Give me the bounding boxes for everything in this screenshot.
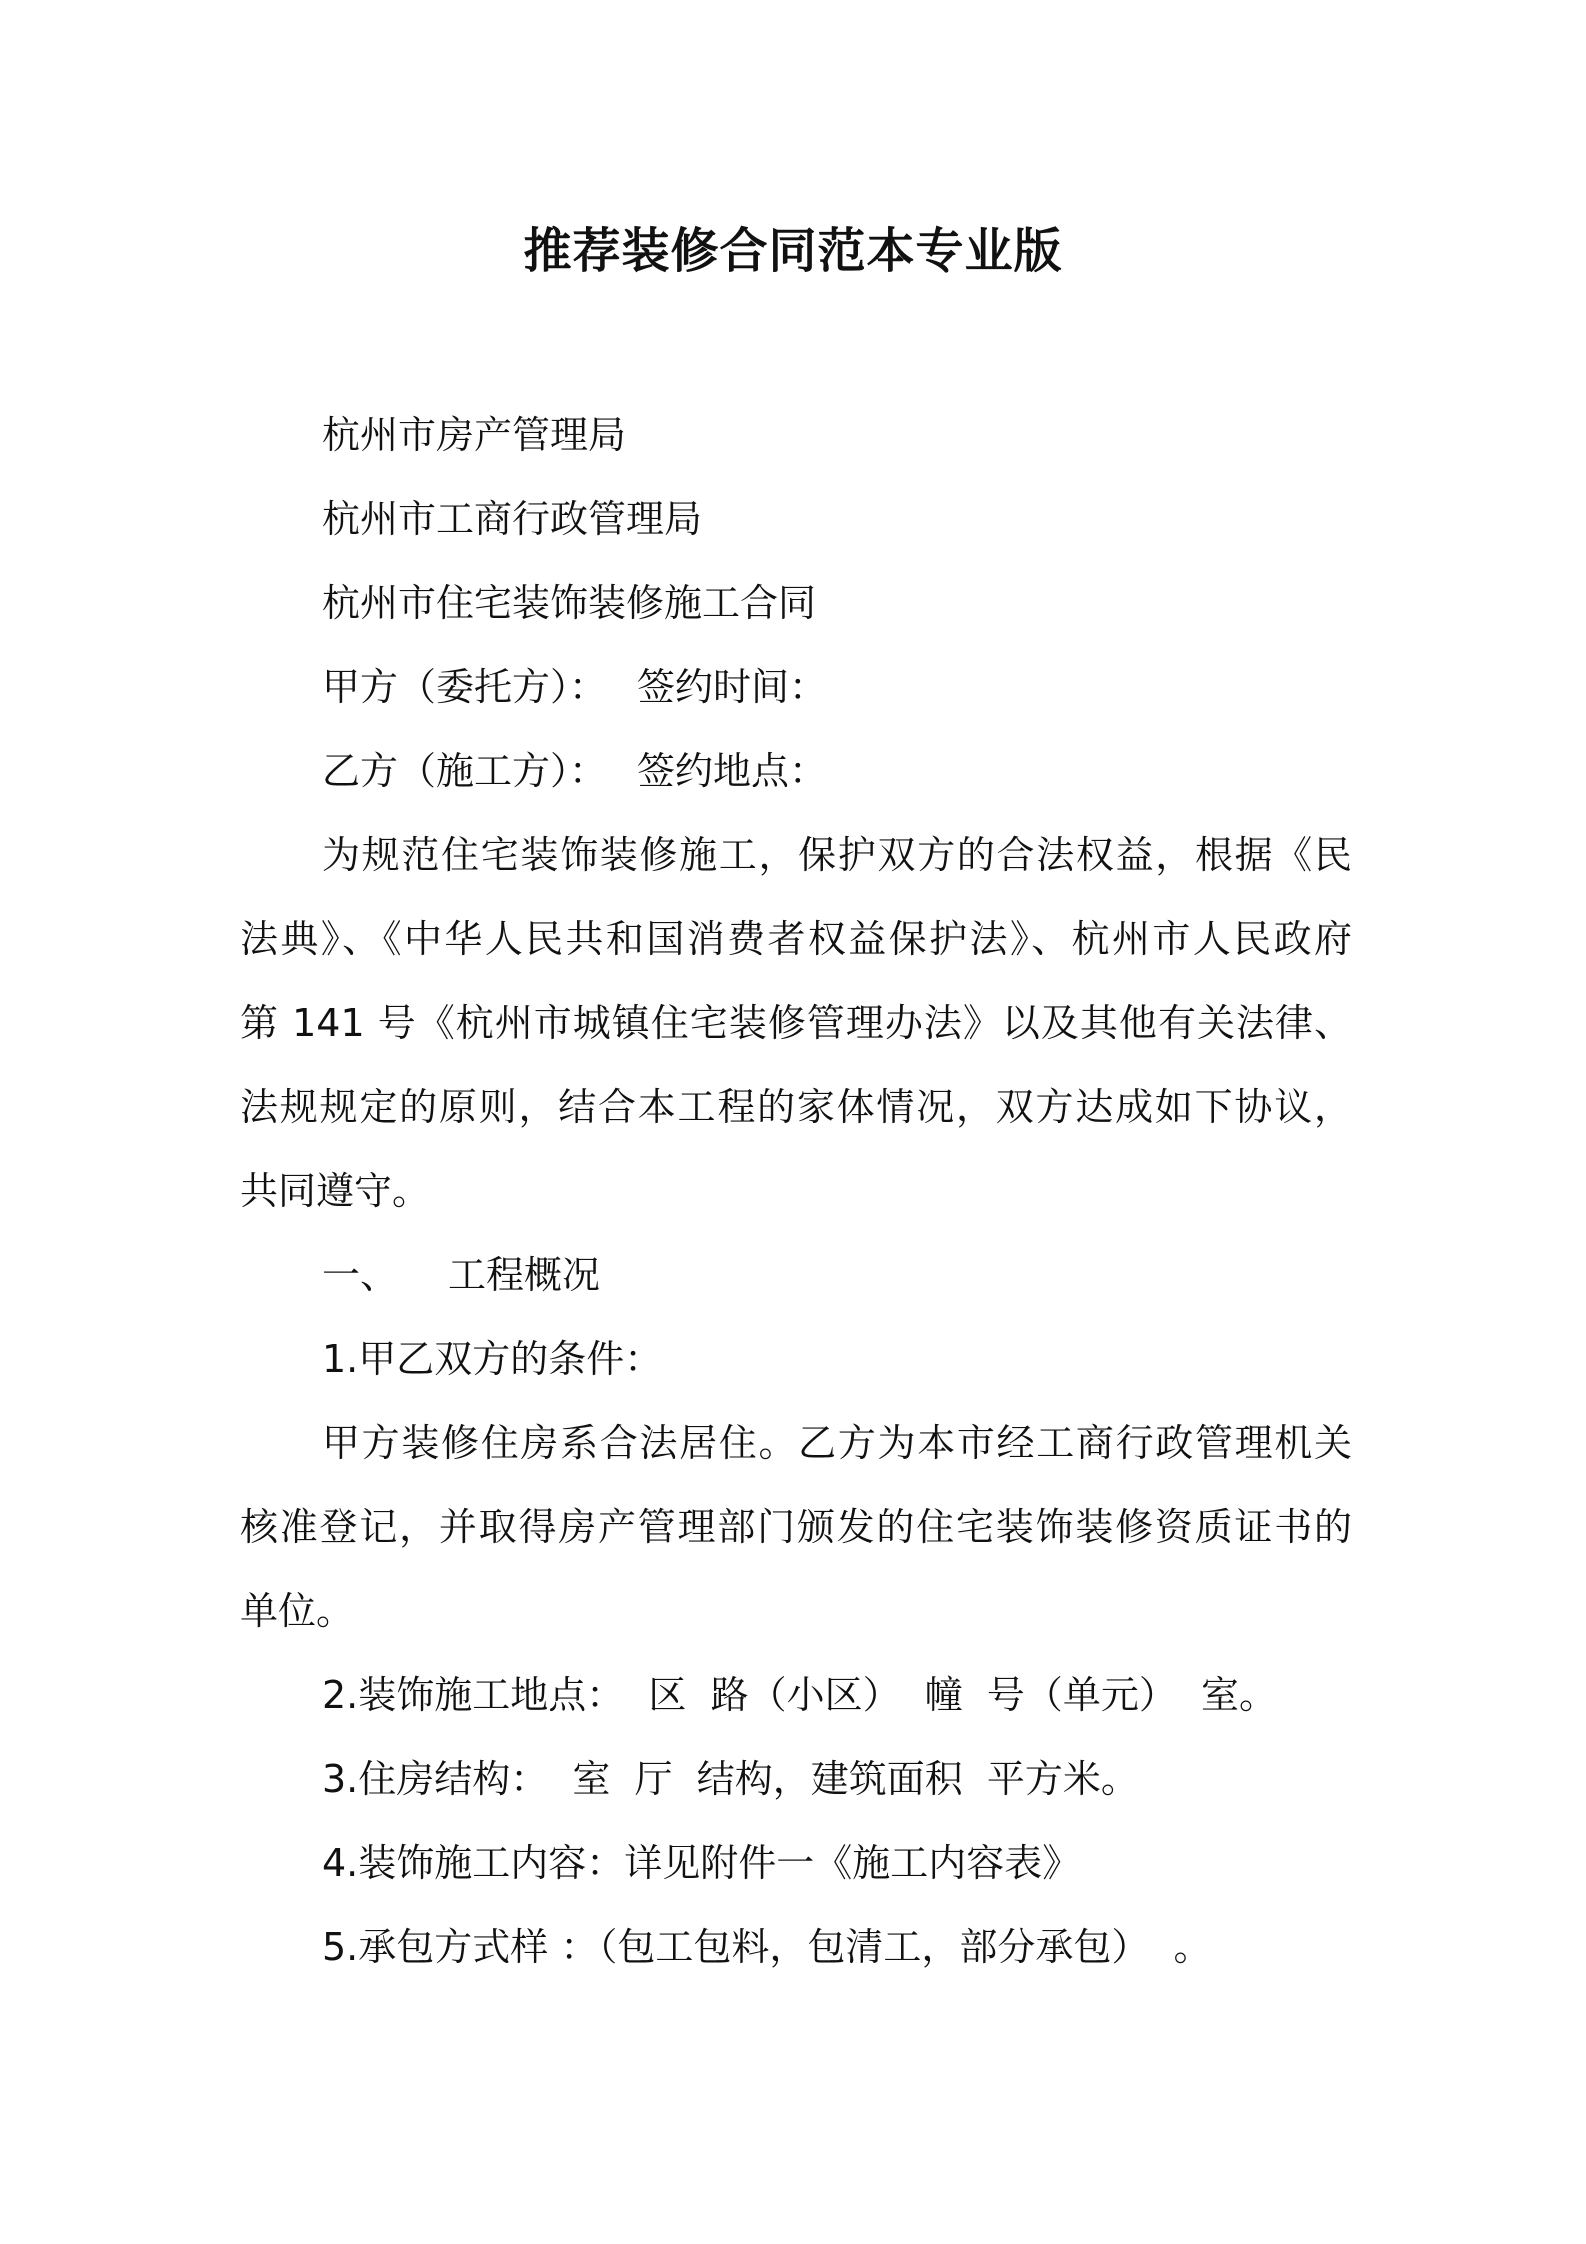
party-b-label: 乙方（施工方）： [322, 749, 608, 793]
contract-name: 杭州市住宅装饰装修施工合同 [322, 581, 817, 625]
item-4: 4.装饰施工内容：详见附件一《施工内容表》 [322, 1841, 1081, 1885]
item-5: 5.承包方式样 ：（包工包料，包清工，部分承包） 。 [322, 1925, 1212, 1969]
party-a-row [322, 662, 827, 712]
preamble-line-2: 法典》、《中华人民共和国消费者权益保护法》、杭州市人民政府 [240, 917, 1352, 961]
section-1-title: 工程概况 [448, 1253, 601, 1297]
party-a-label: 甲方（委托方）： [322, 665, 608, 709]
section-1-heading [322, 1250, 600, 1300]
signing-place-label: 签约地点： [637, 749, 828, 793]
preamble-line-4: 法规规定的原则，结合本工程的家体情况，双方达成如下协议， [240, 1085, 1352, 1129]
item-1-body-line-2: 核准登记，并取得房产管理部门颁发的住宅装饰装修资质证书的 [240, 1505, 1352, 1549]
item-1: 1.甲乙双方的条件： [322, 1337, 663, 1381]
item-3: 3.住房结构： 室 厅 结构，建筑面积 平方米。 [322, 1757, 1139, 1801]
party-b-row [322, 746, 827, 796]
item-2: 2.装饰施工地点： 区 路（小区） 幢 号（单元） 室。 [322, 1673, 1278, 1717]
preamble-line-3: 第 141 号《杭州市城镇住宅装修管理办法》以及其他有关法律、 [240, 1001, 1352, 1045]
item-1-body-line-3: 单位。 [240, 1589, 355, 1633]
document-title: 推荐装修合同范本专业版 [523, 223, 1063, 279]
preamble-line-5: 共同遵守。 [240, 1169, 431, 1213]
section-1-number: 一、 [322, 1253, 399, 1297]
item-1-body-line-1: 甲方装修住房系合法居住。乙方为本市经工商行政管理机关 [322, 1421, 1352, 1465]
signing-time-label: 签约时间： [637, 665, 828, 709]
issuer-housing-bureau: 杭州市房产管理局 [322, 413, 627, 457]
issuer-commerce-bureau: 杭州市工商行政管理局 [322, 497, 703, 541]
preamble-line-1: 为规范住宅装饰装修施工，保护双方的合法权益，根据《民 [322, 833, 1352, 877]
